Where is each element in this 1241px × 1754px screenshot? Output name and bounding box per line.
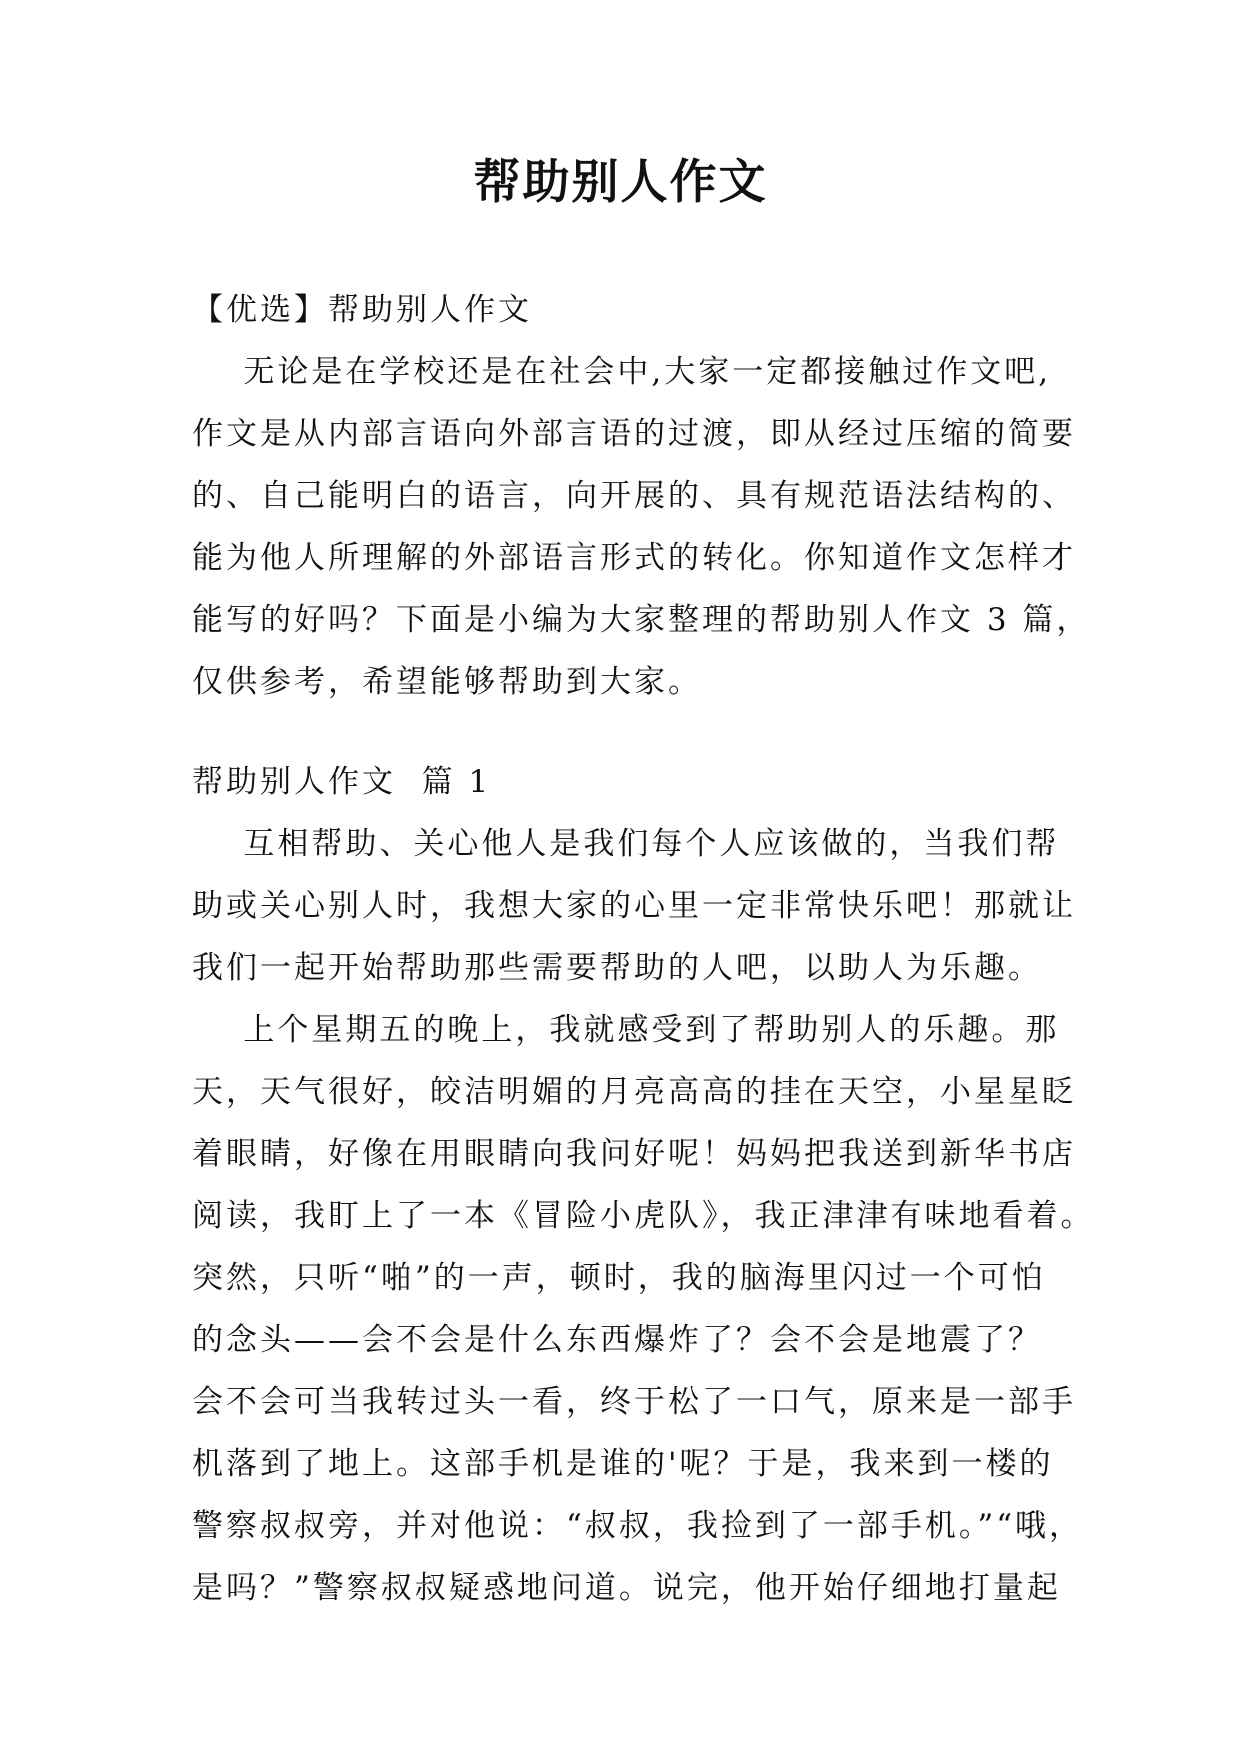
body-line: 的念头——会不会是什么东西爆炸了？会不会是地震了？ xyxy=(192,1322,1042,1358)
body-line: 我们一起开始帮助那些需要帮助的人吧，以助人为乐趣。 xyxy=(192,950,1042,986)
body-line: 会不会可当我转过头一看，终于松了一口气，原来是一部手 xyxy=(192,1384,1076,1420)
document-subtitle: 【优选】帮助别人作文 xyxy=(192,292,532,328)
intro-line: 能写的好吗？下面是小编为大家整理的帮助别人作文 3 篇， xyxy=(192,602,1091,638)
intro-line: 仅供参考，希望能够帮助到大家。 xyxy=(192,664,702,700)
body-line: 互相帮助、关心他人是我们每个人应该做的，当我们帮 xyxy=(192,826,1060,862)
body-line: 着眼睛，好像在用眼睛向我问好呢！妈妈把我送到新华书店 xyxy=(192,1136,1076,1172)
body-line: 上个星期五的晚上，我就感受到了帮助别人的乐趣。那 xyxy=(192,1012,1060,1048)
intro-line: 作文是从内部言语向外部言语的过渡，即从经过压缩的简要 xyxy=(192,416,1076,452)
body-line: 突然，只听“啪”的一声，顿时，我的脑海里闪过一个可怕 xyxy=(192,1260,1046,1296)
body-line: 阅读，我盯上了一本《冒险小虎队》，我正津津有味地看着。 xyxy=(192,1198,1095,1234)
body-line: 是吗？”警察叔叔疑惑地问道。说完，他开始仔细地打量起 xyxy=(192,1570,1061,1606)
intro-line: 能为他人所理解的外部语言形式的转化。你知道作文怎样才 xyxy=(192,540,1076,576)
intro-line: 无论是在学校还是在社会中,大家一定都接触过作文吧, xyxy=(192,354,1052,390)
section-heading: 帮助别人作文 篇 1 xyxy=(192,764,492,800)
body-line: 助或关心别人时，我想大家的心里一定非常快乐吧！那就让 xyxy=(192,888,1076,924)
body-line: 天，天气很好，皎洁明媚的月亮高高的挂在天空，小星星眨 xyxy=(192,1074,1076,1110)
body-line: 机落到了地上。这部手机是谁的'呢？于是，我来到一楼的 xyxy=(192,1446,1054,1482)
document-title: 帮助别人作文 xyxy=(473,155,768,210)
body-line: 警察叔叔旁，并对他说：“叔叔，我捡到了一部手机。”“哦， xyxy=(192,1508,1084,1544)
intro-line: 的、自己能明白的语言，向开展的、具有规范语法结构的、 xyxy=(192,478,1076,514)
